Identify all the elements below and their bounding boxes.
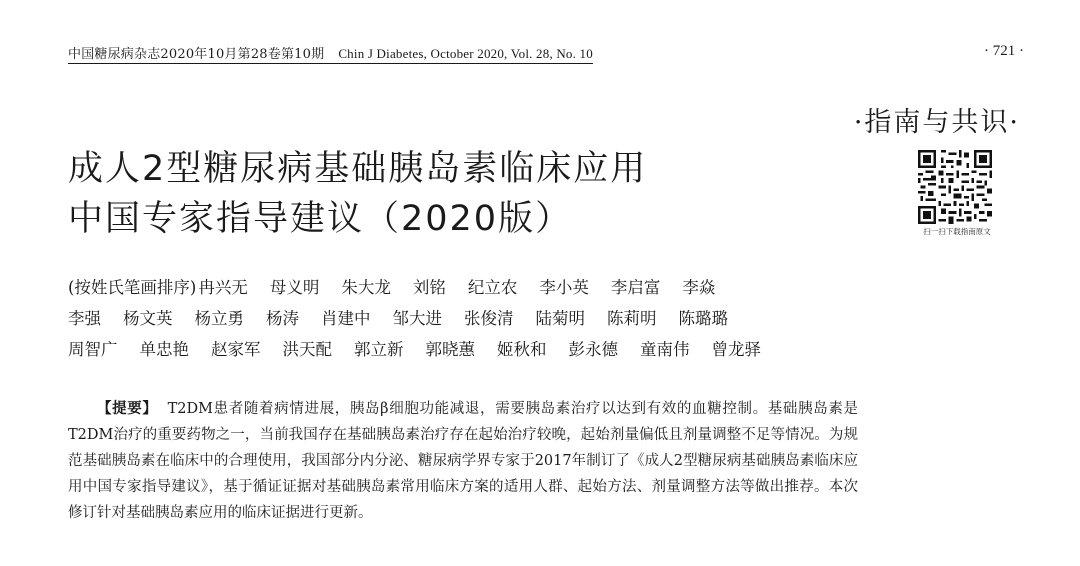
- title-line-2: 中国专家指导建议（2020版）: [68, 199, 573, 239]
- running-header: [68, 43, 593, 64]
- author-name: 纪立农: [467, 278, 518, 297]
- author-name: 朱大龙: [341, 278, 391, 297]
- author-name: 陆菊明: [535, 309, 585, 328]
- author-name: 杨立勇: [194, 309, 244, 328]
- article-title: [68, 144, 647, 244]
- section-label: ·指南与共识·: [853, 107, 1020, 138]
- author-row-2: [68, 303, 783, 334]
- title-line-1: 成人2型糖尿病基础胰岛素临床应用: [68, 149, 648, 189]
- abstract: [68, 396, 858, 526]
- author-name: 郭晓蕙: [425, 340, 475, 359]
- author-name: 洪天配: [282, 340, 332, 359]
- author-name: 彭永德: [568, 340, 618, 359]
- author-name: 赵家军: [211, 340, 261, 359]
- author-name: 周智广: [68, 340, 118, 359]
- page-number: · 721 ·: [984, 43, 1024, 59]
- author-name: 李小英: [539, 278, 589, 297]
- author-name: 杨涛: [266, 309, 299, 328]
- author-name: 郭立新: [354, 340, 404, 359]
- journal-name-cn: 中国糖尿病杂志2020年10月第28卷第10期: [68, 47, 325, 62]
- abstract-text: T2DM患者随着病情进展，胰岛β细胞功能减退，需要胰岛素治疗以达到有效的血糖控制。基础胰岛素是T2DM治疗的重要药物之一，当前我国存在基础胰岛素治疗存在起始治疗较晚，起始剂量偏低且剂量调整不足等情况。为规范基础胰岛素在临床中的合理使用，我国部分内分泌、糖尿病学界专家于2017年制订了《成人2型糖尿病基础胰岛素临床应用中国专家指导建议》，基于循证证据对基础胰岛素常用临床方案的适用人群、起始方法、剂量调整方法等做出推荐。本次修订针对基础胰岛素应用的临床证据进行更新。: [68, 401, 859, 521]
- qr-caption: 扫一扫下载指南原文: [923, 227, 991, 236]
- author-name: 姬秋和: [497, 340, 547, 359]
- author-name: 母义明: [269, 278, 320, 297]
- journal-name-en: Chin J Diabetes, October 2020, Vol. 28, No. 10: [338, 46, 593, 61]
- abstract-label: 【提要】: [97, 401, 158, 417]
- author-name: 刘铭: [412, 278, 446, 297]
- author-row-1: [68, 272, 783, 303]
- author-row-3: [68, 334, 783, 365]
- author-name: 陈莉明: [607, 309, 657, 328]
- author-name: 杨文英: [123, 309, 173, 328]
- author-list: [68, 272, 783, 365]
- author-name: 单忠艳: [139, 340, 189, 359]
- author-name: 李启富: [610, 278, 661, 297]
- author-name: 李强: [68, 309, 101, 328]
- author-name: 曾龙驿: [711, 340, 761, 359]
- qr-code-icon: [918, 150, 992, 224]
- author-name: 童南伟: [640, 340, 690, 359]
- author-name: 陈璐璐: [678, 309, 728, 328]
- author-name: 冉兴无: [198, 278, 248, 297]
- author-name: 张俊清: [464, 309, 514, 328]
- author-order-note: (按姓氏笔画排序): [68, 278, 197, 297]
- author-name: 李焱: [682, 278, 716, 297]
- qr-block: [918, 150, 996, 237]
- author-name: 邹大进: [392, 309, 442, 328]
- author-name: 肖建中: [321, 309, 371, 328]
